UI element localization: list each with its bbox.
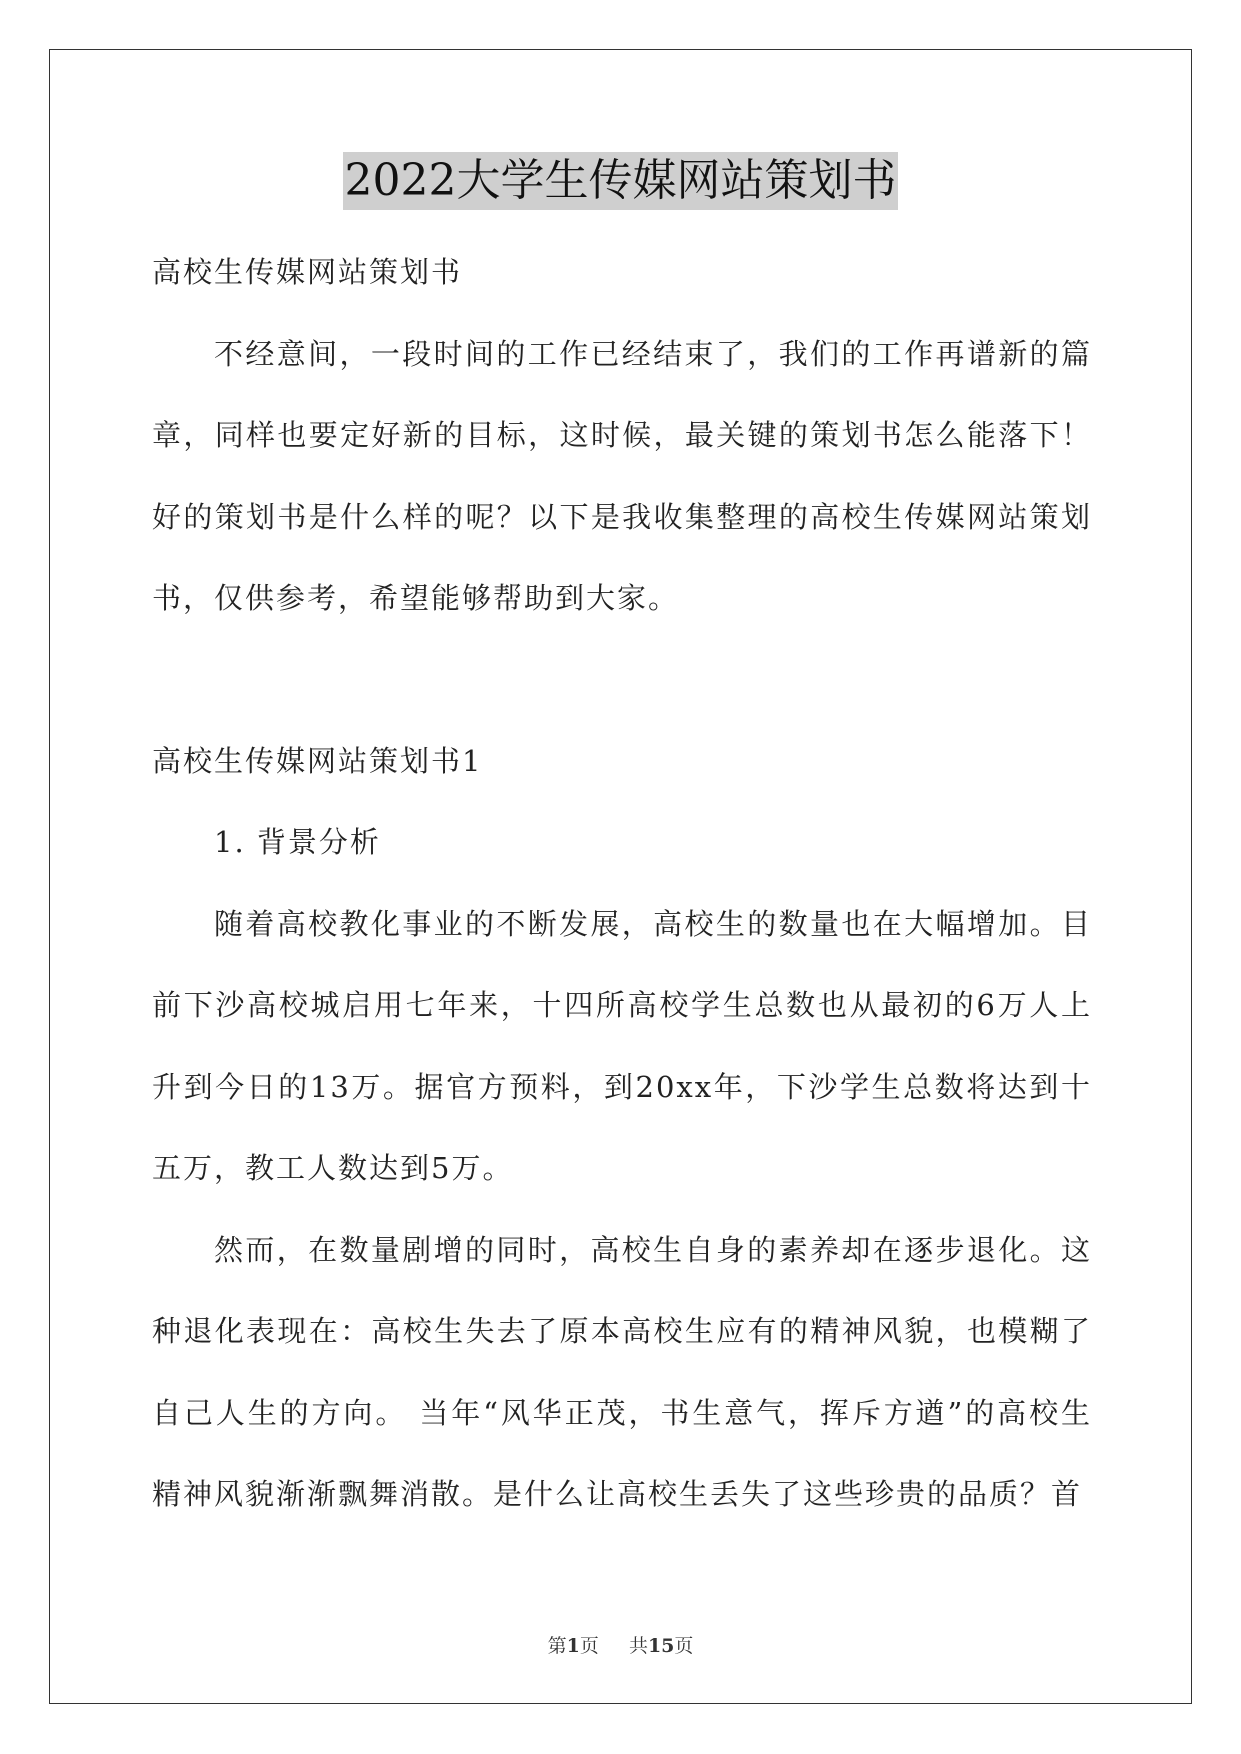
body-paragraph: 随着高校教化事业的不断发展，高校生的数量也在大幅增加。目前下沙高校城启用七年来，十四所高校学生总数也从最初的6万人上升到今日的13万。据官方预料，到20xx年，下沙学生总数将达到十五万，教工人数达到5万。 (152, 906, 1092, 1185)
page-prefix: 第 (547, 1635, 567, 1657)
subsection-heading: 1. 背景分析 (214, 825, 381, 859)
document-body (152, 232, 1092, 1536)
intro-paragraph: 不经意间，一段时间的工作已经结束了，我们的工作再谱新的篇章，同样也要定好新的目标，这时候，最关键的策划书怎么能落下！好的策划书是什么样的呢？以下是我收集整理的高校生传媒网站策划书，仅供参考，希望能够帮助到大家。 (152, 336, 1092, 615)
page-number: 1 (566, 1635, 580, 1657)
page-footer (0, 1631, 1241, 1658)
body-paragraph: 然而，在数量剧增的同时，高校生自身的素养却在逐步退化。这种退化表现在：高校生失去了原本高校生应有的精神风貌，也模糊了自己人生的方向。 当年“风华正茂，书生意气，挥斥方遒”的高校生精神风貌渐渐飘舞消散。是什么让高校生丢失了这些珍贵的品质？首 (152, 1232, 1092, 1511)
total-suffix: 页 (674, 1635, 694, 1657)
page-suffix: 页 (579, 1635, 599, 1657)
total-prefix: 共 (628, 1635, 648, 1657)
title-area (0, 152, 1241, 210)
subtitle: 高校生传媒网站策划书 (152, 255, 463, 289)
document-title: 2022大学生传媒网站策划书 (343, 152, 899, 210)
section-heading: 高校生传媒网站策划书1 (152, 743, 483, 778)
total-pages: 15 (647, 1635, 675, 1657)
